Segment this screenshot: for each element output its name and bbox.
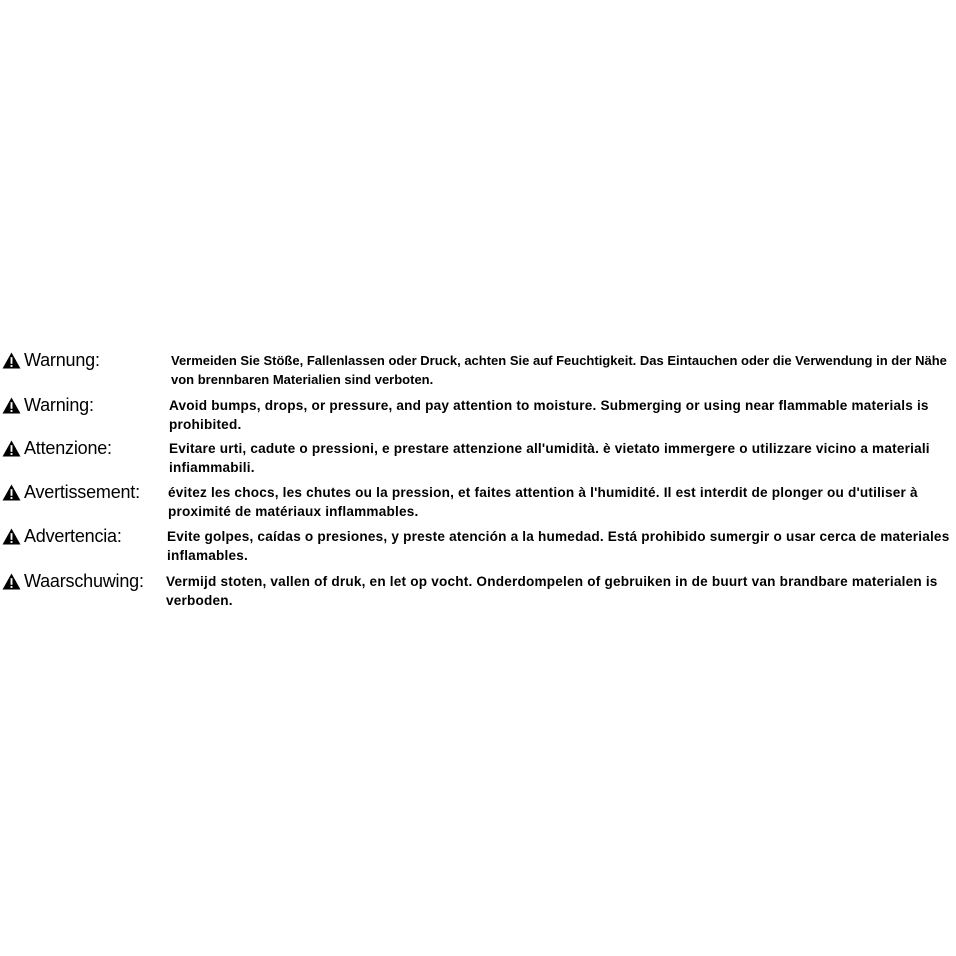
warning-text: Evite golpes, caídas o presiones, y preste atención a la humedad. Está prohibido sumergir o usar cerca de materiales inflamables. <box>167 529 950 563</box>
warning-label-cell <box>0 390 166 420</box>
warning-label: Attenzione: <box>24 437 112 458</box>
warning-label-cell <box>0 521 166 551</box>
warning-row-it <box>0 433 956 477</box>
warning-label: Avertissement: <box>24 481 140 502</box>
warning-triangle-icon <box>2 352 21 369</box>
warning-label-cell <box>0 566 166 596</box>
warning-row-en <box>0 390 956 433</box>
warning-text: Vermeiden Sie Stöße, Fallenlassen oder Druck, achten Sie auf Feuchtigkeit. Das Eintauchen oder die Verwendung in der Nähe von brennbaren Materialien sind verboten. <box>171 353 947 387</box>
warning-text: évitez les chocs, les chutes ou la pression, et faites attention à l'humidité. Il est interdit de plonger ou d'utiliser à proximité de matériaux inflammables. <box>168 485 918 519</box>
warning-row-nl <box>0 566 956 611</box>
warning-label: Advertencia: <box>24 525 122 546</box>
warning-row-es <box>0 521 956 566</box>
warning-label-cell <box>0 345 166 375</box>
warning-row-de <box>0 345 956 390</box>
warning-text: Avoid bumps, drops, or pressure, and pay attention to moisture. Submerging or using near flammable materials is prohibited. <box>169 398 929 432</box>
warning-row-fr <box>0 477 956 521</box>
warning-text: Evitare urti, cadute o pressioni, e prestare attenzione all'umidità. è vietato immergere o utilizzare vicino a materiali infiammabili. <box>169 441 930 475</box>
warning-triangle-icon <box>2 397 21 414</box>
warning-triangle-icon <box>2 484 21 501</box>
warning-triangle-icon <box>2 528 21 545</box>
warning-text: Vermijd stoten, vallen of druk, en let op vocht. Onderdompelen of gebruiken in de buurt van brandbare materialen is verboden. <box>166 574 938 608</box>
warning-label: Warning: <box>24 394 94 415</box>
warning-triangle-icon <box>2 573 21 590</box>
warnings-list <box>0 345 956 611</box>
warning-label-cell <box>0 477 166 507</box>
warning-label: Warnung: <box>24 349 100 370</box>
warning-label: Waarschuwing: <box>24 570 144 591</box>
warning-label-cell <box>0 433 166 463</box>
warning-triangle-icon <box>2 440 21 457</box>
